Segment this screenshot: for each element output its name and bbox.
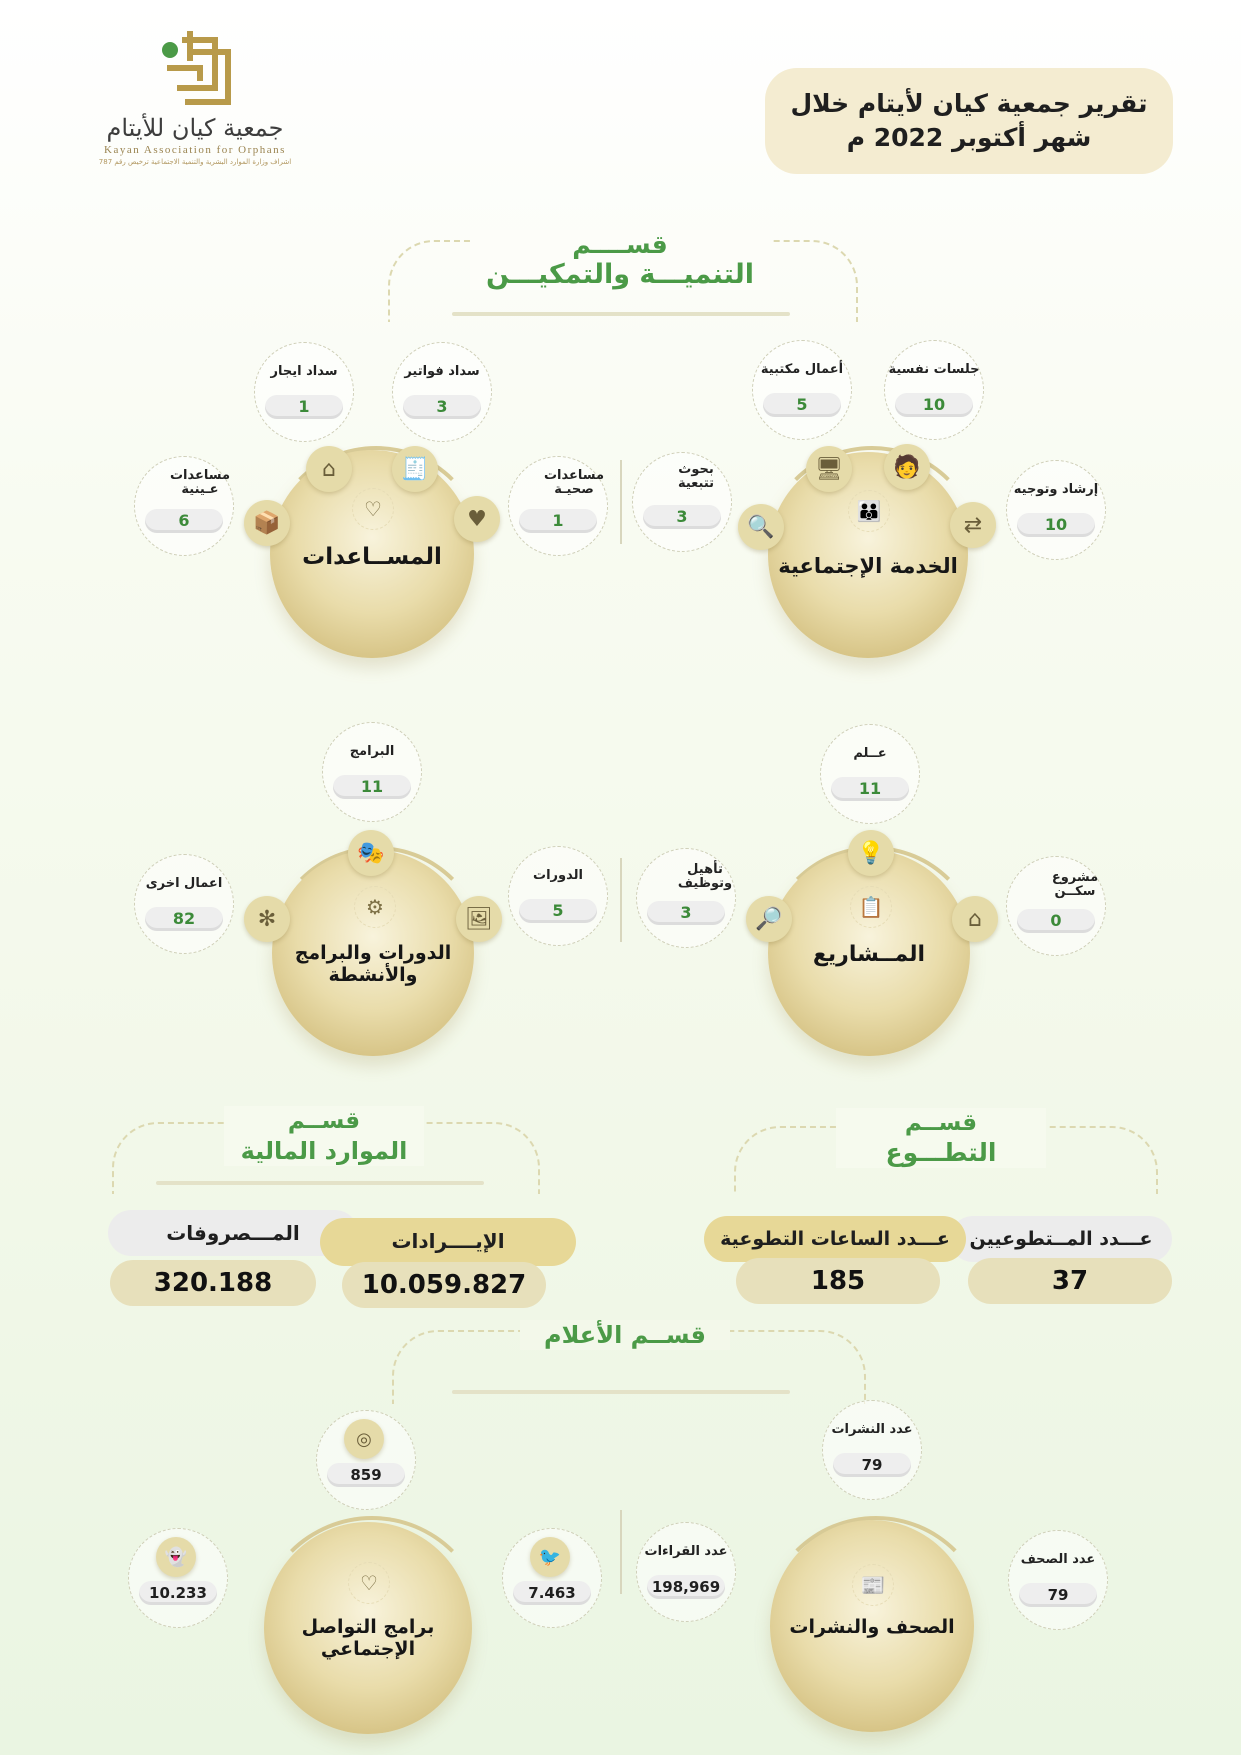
- stat-reads: عدد القراءات 198,969: [636, 1522, 736, 1622]
- clipboard-icon: 📋: [850, 886, 892, 928]
- box-icon: 📦: [244, 500, 290, 546]
- volunteering-section-title: [836, 1108, 1046, 1168]
- finance-underline: [156, 1181, 484, 1185]
- report-title-line1: تقرير جمعية كيان لأيتام خلال: [790, 89, 1148, 118]
- family-icon: 👪: [848, 490, 890, 532]
- stat-bulletins: عدد النشرات 79: [822, 1400, 922, 1500]
- volunteering-title-line1: قســم: [904, 1110, 978, 1136]
- office-work-icon: 🖥: [806, 446, 852, 492]
- stat-office-work: أعمال مكتبية 5: [752, 340, 852, 440]
- logo-name-ar: جمعية كيان للأيتام: [106, 114, 284, 142]
- stat-knowledge: عــلم 11: [820, 724, 920, 824]
- heart-hand-icon: ♡: [352, 488, 394, 530]
- volunteer-hours-value: 185: [736, 1258, 940, 1304]
- revenue-value: 10.059.827: [342, 1262, 546, 1308]
- stat-housing-project: مشروع سكــن 0: [1006, 856, 1106, 956]
- home-icon: ⌂: [952, 896, 998, 942]
- research-doc-icon: 🔍: [738, 504, 784, 550]
- stat-twitter: 🐦 7.463: [502, 1528, 602, 1628]
- stat-health-aid: مساعدات صحيـة 1: [508, 456, 608, 556]
- media-underline: [452, 1390, 790, 1394]
- stat-guidance: إرشاد وتوجيه 10: [1006, 460, 1106, 560]
- stat-employment: تأهيل وتوظيف 3: [636, 848, 736, 948]
- twitter-icon: 🐦: [530, 1537, 570, 1577]
- projects-label: المــشاريع: [812, 942, 926, 967]
- stat-psych-sessions: جلسات نفسية 10: [884, 340, 984, 440]
- expenses-value: 320.188: [110, 1260, 316, 1306]
- press-label: الصحف والنشرات: [789, 1616, 955, 1638]
- stat-programs: البرامج 11: [322, 722, 422, 822]
- development-title-line1: قســــم: [572, 230, 668, 259]
- signpost-icon: ⇄: [950, 502, 996, 548]
- volunteer-hours-label: عـــدد الساعات التطوعية: [704, 1216, 966, 1262]
- counseling-session-icon: 🧑: [884, 444, 930, 490]
- theater-masks-icon: 🎭: [348, 830, 394, 876]
- development-section-title: [470, 230, 770, 290]
- finance-title-line2: الموارد المالية: [240, 1137, 408, 1165]
- health-heart-icon: ♥: [454, 496, 500, 542]
- logo-license: اشراف وزارة الموارد البشرية والتنمية الاجتماعية ترخيص رقم 787: [98, 158, 292, 166]
- revenue-label: الإيــــرادات: [320, 1218, 576, 1266]
- social-label: برامج التواصل الإجتماعي: [301, 1616, 435, 1660]
- logo-name-en: Kayan Association for Orphans: [104, 144, 286, 156]
- stat-snapchat: 👻 10.233: [128, 1528, 228, 1628]
- column-divider-2: [620, 858, 622, 942]
- volunteering-title-line2: التطـــوع: [885, 1138, 997, 1167]
- house-key-icon: ⌂: [306, 446, 352, 492]
- column-divider: [620, 460, 622, 544]
- gears-icon: ⚙: [354, 886, 396, 928]
- volunteers-count-label: عـــدد المــتطوعيين: [950, 1216, 1172, 1262]
- instagram-icon: ◎: [344, 1419, 384, 1459]
- lightbulb-icon: 💡: [848, 830, 894, 876]
- media-section-title: قســم الأعلام: [520, 1320, 730, 1350]
- network-icon: ✻: [244, 896, 290, 942]
- stat-instagram: ◎ 859: [316, 1410, 416, 1510]
- logo: [90, 28, 300, 168]
- presentation-icon: 🖼: [456, 896, 502, 942]
- report-title: [765, 68, 1173, 174]
- finance-title-line1: قســم: [287, 1108, 361, 1134]
- stat-courses: الدورات 5: [508, 846, 608, 946]
- social-service-label: الخدمة الإجتماعية: [778, 554, 958, 578]
- courses-label: الدورات والبرامج والأنشطة: [294, 942, 452, 986]
- stat-followup-research: بحوث تتبعية 3: [632, 452, 732, 552]
- snapchat-icon: 👻: [156, 1537, 196, 1577]
- column-divider-3: [620, 1510, 622, 1594]
- stat-rent: سداد ايجار 1: [254, 342, 354, 442]
- logo-mark-icon: [140, 28, 250, 118]
- expenses-label: المـــصروفات: [108, 1210, 358, 1256]
- stat-inkind-aid: مساعدات عـينية 6: [134, 456, 234, 556]
- stat-bills: سداد فواتير 3: [392, 342, 492, 442]
- stat-newspapers: عدد الصحف 79: [1008, 1530, 1108, 1630]
- development-title-line2: التنميـــة والتمكيـــن: [485, 259, 755, 290]
- development-underline: [452, 312, 790, 316]
- volunteers-count-value: 37: [968, 1258, 1172, 1304]
- search-people-icon: 🔎: [746, 896, 792, 942]
- aid-label: المســاعدات: [302, 544, 442, 570]
- bill-icon: 🧾: [392, 446, 438, 492]
- report-title-line2: شهر أكتوبر 2022 م: [846, 123, 1092, 152]
- stat-other-work: اعمال اخرى 82: [134, 854, 234, 954]
- finance-section-title: [224, 1106, 424, 1166]
- heart-hand-icon: ♡: [348, 1562, 390, 1604]
- newspaper-icon: 📰: [852, 1564, 894, 1606]
